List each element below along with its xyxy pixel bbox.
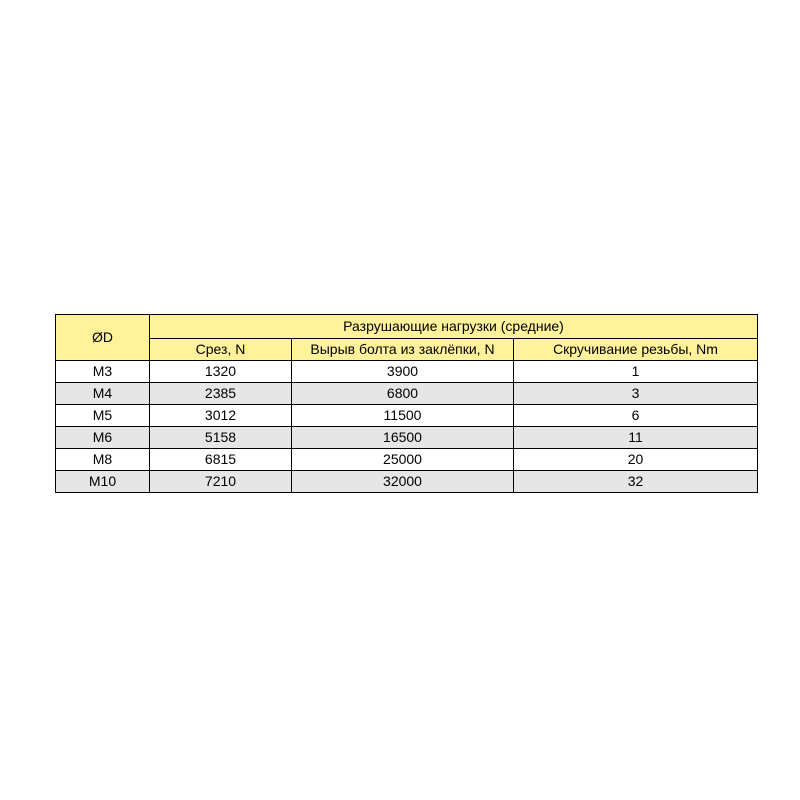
shear-cell: 2385	[150, 383, 292, 405]
table-row	[56, 361, 758, 383]
size-cell: M10	[56, 471, 150, 493]
column-header-pullout: Вырыв болта из заклёпки, N	[292, 339, 514, 361]
size-cell: M4	[56, 383, 150, 405]
pullout-cell: 11500	[292, 405, 514, 427]
pullout-cell: 32000	[292, 471, 514, 493]
diameter-header: ØD	[56, 315, 150, 361]
torque-cell: 11	[514, 427, 758, 449]
pullout-cell: 3900	[292, 361, 514, 383]
size-cell: M6	[56, 427, 150, 449]
table-row	[56, 471, 758, 493]
size-cell: M5	[56, 405, 150, 427]
shear-cell: 5158	[150, 427, 292, 449]
header-row-columns	[56, 339, 758, 361]
torque-cell: 6	[514, 405, 758, 427]
shear-cell: 1320	[150, 361, 292, 383]
size-cell: M8	[56, 449, 150, 471]
breaking-loads-table	[55, 314, 758, 493]
pullout-cell: 6800	[292, 383, 514, 405]
table-row	[56, 383, 758, 405]
column-header-torque: Скручивание резьбы, Nm	[514, 339, 758, 361]
table-row	[56, 405, 758, 427]
torque-cell: 1	[514, 361, 758, 383]
pullout-cell: 25000	[292, 449, 514, 471]
torque-cell: 32	[514, 471, 758, 493]
shear-cell: 3012	[150, 405, 292, 427]
table-row	[56, 427, 758, 449]
torque-cell: 20	[514, 449, 758, 471]
torque-cell: 3	[514, 383, 758, 405]
table-row	[56, 449, 758, 471]
column-header-shear: Срез, N	[150, 339, 292, 361]
header-row-group	[56, 315, 758, 339]
breaking-loads-group-header: Разрушающие нагрузки (средние)	[150, 315, 758, 339]
shear-cell: 7210	[150, 471, 292, 493]
size-cell: M3	[56, 361, 150, 383]
shear-cell: 6815	[150, 449, 292, 471]
pullout-cell: 16500	[292, 427, 514, 449]
